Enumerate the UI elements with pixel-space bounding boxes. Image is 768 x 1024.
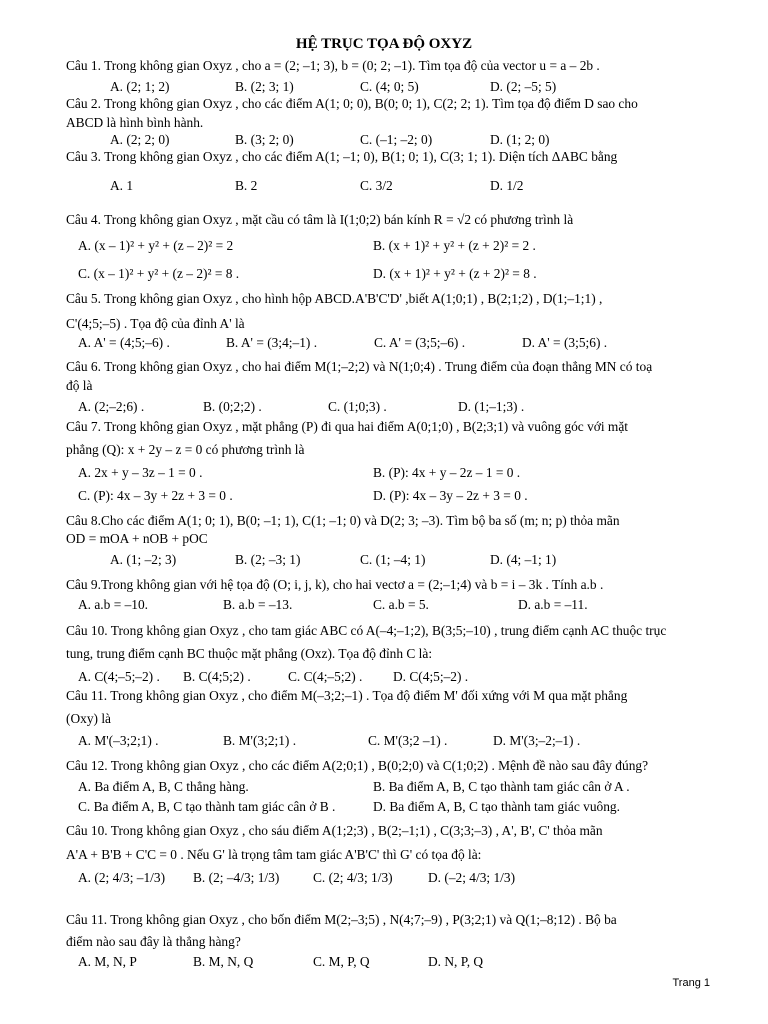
answer-option: A. C(4;–5;–2) . [78,669,160,684]
answer-option: C. Ba điểm A, B, C tạo thành tam giác cân ở B . [78,799,336,814]
page-number: Trang 1 [672,977,710,989]
answer-option: C. A' = (3;5;–6) . [374,335,466,350]
answer-option: B. (2; –4/3; 1/3) [193,870,280,885]
answer-option: A. A' = (4;5;–6) . [78,335,170,350]
question-text: Câu 3. Trong không gian Oxyz , cho các điểm A(1; –1; 0), B(1; 0; 1), C(3; 1; 1). Diện tích ΔABC bằng [66,149,618,164]
question-text: Câu 11. Trong không gian Oxyz , cho điểm M(–3;2;–1) . Tọa độ điểm M' đối xứng với M qua mặt phẳng [66,688,628,703]
answer-option: A. M'(–3;2;1) . [78,733,159,748]
answer-option: D. (x + 1)² + y² + (z + 2)² = 8 . [373,266,537,281]
answer-option: D. A' = (3;5;6) . [522,335,608,350]
answer-option: B. 2 [235,178,258,193]
question-text: Câu 5. Trong không gian Oxyz , cho hình hộp ABCD.A'B'C'D' ,biết A(1;0;1) , B(2;1;2) , D(1;–1;1) , [66,291,603,306]
answer-option: C. (4; 0; 5) [360,79,419,94]
answer-option: D. Ba điểm A, B, C tạo thành tam giác vuông. [373,799,620,814]
question-text-continued: OD = mOA + nOB + pOC [66,531,208,546]
answer-option: A. (2;–2;6) . [78,399,145,414]
answer-option: D. 1/2 [490,178,524,193]
question-text-continued: tung, trung điểm cạnh BC thuộc mặt phẳng (Oxz). Tọa độ đỉnh C là: [66,646,433,661]
question-text: Câu 10. Trong không gian Oxyz , cho tam giác ABC có A(–4;–1;2), B(3;5;–10) , trung điểm cạnh AC thuộc trục [66,623,667,638]
question-text-continued: A'A + B'B + C'C = 0 . Nếu G' là trọng tâm tam giác A'B'C' thì G' có tọa độ là: [66,847,482,862]
answer-option: B. M'(3;2;1) . [223,733,297,748]
answer-option: B. Ba điểm A, B, C tạo thành tam giác cân ở A . [373,779,630,794]
page-title: HỆ TRỤC TỌA ĐỘ OXYZ [295,36,473,52]
answer-option: A. M, N, P [78,954,137,969]
question-text: Câu 4. Trong không gian Oxyz , mặt cầu có tâm là I(1;0;2) bán kính R = √2 có phương trình là [66,212,574,227]
answer-option: C. M'(3;2 –1) . [368,733,448,748]
question-text: Câu 11. Trong không gian Oxyz , cho bốn điểm M(2;–3;5) , N(4;7;–9) , P(3;2;1) và Q(1;–8;12) . Bộ ba [66,912,617,927]
question-text-continued: C'(4;5;–5) . Tọa độ của đỉnh A' là [66,316,245,331]
question-text: Câu 7. Trong không gian Oxyz , mặt phẳng (P) đi qua hai điểm A(0;1;0) , B(2;3;1) và vuông góc với mặt [66,419,628,434]
answer-option: C. 3/2 [360,178,393,193]
answer-option: A. (x – 1)² + y² + (z – 2)² = 2 [78,238,234,253]
answer-option: A. a.b = –10. [78,597,149,612]
question-text: Câu 9.Trong không gian với hệ tọa độ (O; i, j, k), cho hai vectơ a = (2;–1;4) và b = i – 3k . Tính a.b . [66,577,604,592]
answer-option: D. a.b = –11. [518,597,588,612]
answer-option: C. M, P, Q [313,954,370,969]
answer-option: C. (2; 4/3; 1/3) [313,870,393,885]
answer-option: C. (1;0;3) . [328,399,387,414]
answer-option: D. M'(3;–2;–1) . [493,733,581,748]
answer-option: B. (3; 2; 0) [235,132,294,147]
question-text: Câu 6. Trong không gian Oxyz , cho hai điểm M(1;–2;2) và N(1;0;4) . Trung điểm của đoạn thẳng MN có toạ [66,359,653,374]
answer-option: B. C(4;5;2) . [183,669,251,684]
answer-option: A. (2; 2; 0) [110,132,170,147]
question-text: Câu 12. Trong không gian Oxyz , cho các điểm A(2;0;1) , B(0;2;0) và C(1;0;2) . Mệnh đề nào sau đây đúng? [66,758,649,773]
question-text: Câu 8.Cho các điểm A(1; 0; 1), B(0; –1; 1), C(1; –1; 0) và D(2; 3; –3). Tìm bộ ba số (m; n; p) thỏa mãn [66,513,620,528]
question-text-continued: (Oxy) là [66,711,111,726]
answer-option: C. (x – 1)² + y² + (z – 2)² = 8 . [78,266,240,281]
question-text-continued: phẳng (Q): x + 2y – z = 0 có phương trình là [66,442,305,457]
question-text-continued: độ là [66,378,93,393]
question-text: Câu 1. Trong không gian Oxyz , cho a = (2; –1; 3), b = (0; 2; –1). Tìm tọa độ của vector u = a – 2b . [66,58,600,73]
answer-option: B. (2; 3; 1) [235,79,294,94]
question-text: Câu 10. Trong không gian Oxyz , cho sáu điểm A(1;2;3) , B(2;–1;1) , C(3;3;–3) , A', B', C' thỏa mãn [66,823,603,838]
answer-option: A. 2x + y – 3z – 1 = 0 . [78,465,203,480]
answer-option: A. (2; 1; 2) [110,79,170,94]
answer-option: B. M, N, Q [193,954,254,969]
answer-option: D. (4; –1; 1) [490,552,557,567]
answer-option: B. (P): 4x + y – 2z – 1 = 0 . [373,465,521,480]
answer-option: C. (P): 4x – 3y + 2z + 3 = 0 . [78,488,233,503]
answer-option: C. (–1; –2; 0) [360,132,433,147]
answer-option: B. a.b = –13. [223,597,293,612]
answer-option: C. C(4;–5;2) . [288,669,363,684]
answer-option: A. (2; 4/3; –1/3) [78,870,166,885]
question-text-continued: ABCD là hình bình hành. [66,115,204,130]
answer-option: A. 1 [110,178,134,193]
answer-option: B. (2; –3; 1) [235,552,301,567]
answer-option: C. (1; –4; 1) [360,552,426,567]
answer-option: A. (1; –2; 3) [110,552,177,567]
answer-option: D. (–2; 4/3; 1/3) [428,870,516,885]
answer-option: D. (2; –5; 5) [490,79,557,94]
question-text: Câu 2. Trong không gian Oxyz , cho các điểm A(1; 0; 0), B(0; 0; 1), C(2; 2; 1). Tìm tọa độ điểm D sao cho [66,96,638,111]
answer-option: D. C(4;5;–2) . [393,669,469,684]
answer-option: B. (x + 1)² + y² + (z + 2)² = 2 . [373,238,536,253]
answer-option: A. Ba điểm A, B, C thẳng hàng. [78,779,249,794]
answer-option: B. (0;2;2) . [203,399,262,414]
answer-option: D. (1; 2; 0) [490,132,550,147]
answer-option: D. N, P, Q [428,954,484,969]
answer-option: B. A' = (3;4;–1) . [226,335,318,350]
answer-option: D. (1;–1;3) . [458,399,525,414]
answer-option: D. (P): 4x – 3y – 2z + 3 = 0 . [373,488,528,503]
question-text-continued: điểm nào sau đây là thẳng hàng? [66,934,241,949]
answer-option: C. a.b = 5. [373,597,429,612]
